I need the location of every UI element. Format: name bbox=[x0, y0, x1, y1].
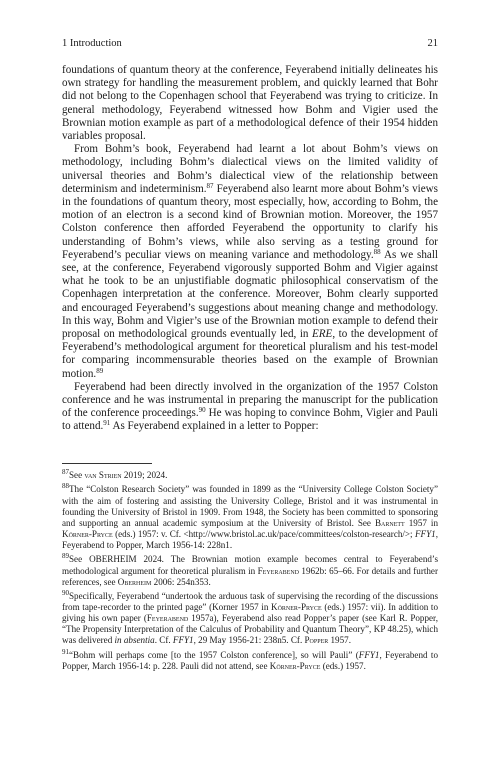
footnote-text: See bbox=[69, 470, 85, 480]
italic-phrase: in absentia bbox=[114, 635, 155, 646]
footnote-ref-90[interactable]: 90 bbox=[198, 406, 206, 415]
author-name: van Strien bbox=[84, 470, 122, 480]
footnote-text: , Feyerabend to Popper, March 1956-14: 228n1. bbox=[62, 528, 438, 550]
main-text bbox=[62, 64, 438, 434]
footnote-text: “Bohm will perhaps come [to the 1957 Colston conference], so will Pauli” ( bbox=[69, 649, 359, 660]
italic-title: FFY1 bbox=[172, 635, 194, 646]
italic-title: FFY1 bbox=[358, 649, 380, 660]
footnote-90 bbox=[62, 591, 438, 646]
footnote-text: (eds.) 1957: vii). In addition to giving his own paper ( bbox=[62, 602, 438, 624]
author-name: Körner-Pryce bbox=[269, 661, 321, 672]
author-name: Oberheim bbox=[117, 576, 152, 587]
footnote-text: (eds.) 1957. bbox=[320, 661, 366, 672]
footnote-text: 2019; 2024. bbox=[121, 470, 168, 480]
footnote-ref-89[interactable]: 89 bbox=[96, 366, 104, 375]
paragraph-3 bbox=[62, 381, 438, 434]
footnote-number: 89 bbox=[62, 552, 69, 561]
paragraph-2-text-d: , to the development of Feyerabend’s methodological argument for theoretical pluralism and his test-model for comparing incommensurable theories based on the example of Brownian motion. bbox=[62, 328, 438, 380]
footnote-number: 91 bbox=[62, 647, 69, 656]
footnote-divider bbox=[62, 463, 152, 464]
paragraph-2 bbox=[62, 143, 438, 381]
author-name: Barnett bbox=[374, 517, 405, 528]
footnote-text: 2006: 254n353. bbox=[151, 576, 211, 587]
author-name: Körner-Pryce bbox=[62, 528, 113, 539]
page-number: 21 bbox=[427, 38, 438, 49]
paragraph-3-text-c: As Feyerabend explained in a letter to Popper: bbox=[110, 420, 319, 433]
footnote-text: 1957. bbox=[328, 635, 351, 646]
footnote-text: , 29 May 1956-21: 238n5. Cf. bbox=[193, 635, 305, 646]
paragraph-3-text-b: He was hoping to convince Bohm, Vigier and Pauli to attend. bbox=[62, 407, 438, 433]
footnote-text: 1957 in bbox=[404, 517, 438, 528]
paragraph-2-text-c: As we shall see, at the conference, Feyerabend vigorously supported Bohm and Vigier against what he took to be an unjustifiable dogmatic philosophical conservatism of the Copenhagen interpretation at the conference. Moreover, Bohm clearly supported and encouraged Feyerabend’s suggestions about meaning change and methodology. In this way, Bohm and Vigier’s use of the Brownian motion example to defend their proposal on methodological grounds eventually led, in bbox=[62, 248, 438, 341]
footnote-number: 87 bbox=[62, 468, 69, 476]
paragraph-2-italic: ERE bbox=[312, 328, 333, 341]
author-name: Feyerabend bbox=[146, 613, 189, 624]
footnote-number: 88 bbox=[62, 482, 69, 491]
footnote-text: . Cf. bbox=[154, 635, 173, 646]
footnote-88 bbox=[62, 484, 438, 551]
author-name: Körner-Pryce bbox=[271, 602, 322, 613]
paragraph-3-text-a: Feyerabend had been directly involved in the organization of the 1957 Colston conference and he was instrumental in preparing the manuscript for the publication of the conference proceedings. bbox=[62, 380, 438, 420]
footnote-text: The “Colston Research Society” was founded in 1899 as the “University College Colston Society” with the aim of fostering and assisting the University College, Bristol and it was instrumental in founding the University of Bristol in 1909. From 1948, the Society has been committed to sponsoring and supporting an annual academic symposium at the University of Bristol. See bbox=[62, 484, 438, 528]
paragraph-2-text-a: From Bohm’s book, Feyerabend had learnt a lot about Bohm’s views on methodology, including Bohm’s dialectical views on the limited validity of universal theories and Bohm’s dialectical view of the relationship between determinism and indeterminism. bbox=[62, 143, 438, 195]
chapter-title: 1 Introduction bbox=[62, 38, 122, 49]
footnote-89 bbox=[62, 554, 438, 587]
footnote-87 bbox=[62, 470, 438, 481]
footnote-91 bbox=[62, 647, 438, 672]
footnote-text: Specifically, Feyerabend “undertook the arduous task of supervising the recording of the discussions from tape-recorder to the printed page” (Korner 1957 in bbox=[62, 591, 438, 613]
footnote-text: (eds.) 1957: v. Cf. <http://www.bristol.ac.uk/pace/committees/colston-research/>; bbox=[112, 528, 415, 539]
footnote-ref-87[interactable]: 87 bbox=[206, 181, 214, 190]
footnote-text: See OBERHEIM 2024. The Brownian motion example becomes central to Feyerabend’s methodological argument for theoretical pluralism in bbox=[62, 554, 438, 576]
author-name: Feyerabend bbox=[257, 565, 300, 576]
footnote-text: , Feyerabend to Popper, March 1956-14: p. 228. Pauli did not attend, see bbox=[62, 649, 438, 672]
footnote-ref-88[interactable]: 88 bbox=[373, 247, 381, 256]
footnote-text: 1962b: 65–66. For details and further references, see bbox=[62, 565, 438, 587]
footnote-number: 90 bbox=[62, 589, 69, 598]
author-name: Popper bbox=[304, 635, 329, 646]
paragraph-1 bbox=[62, 64, 438, 143]
footnote-ref-91[interactable]: 91 bbox=[103, 419, 111, 428]
paragraph-1-text: foundations of quantum theory at the conference, Feyerabend initially delineates his own strategy for handling the measurement problem, and quickly learned that Bohr did not belong to the Copenhagen school that Feyerabend was trying to criticize. In general methodology, Feyerabend witnessed how Bohm and Vigier used the Brownian motion example as part of a methodological defence of their 1954 hidden variables proposal. bbox=[62, 64, 438, 143]
footnote-text: 1957a), Feyerabend also read Popper’s paper (see Karl R. Popper, “The Propensity Interpretation of the Calculus of Probability and Quantum Theory”, KP 48.25), which was delivered bbox=[62, 613, 438, 646]
footnotes bbox=[62, 470, 438, 676]
italic-title: FFY1 bbox=[415, 528, 436, 539]
paragraph-2-text-b: Feyerabend also learnt more about Bohm’s views in the foundations of quantum theory, most especially, how, according to Bohm, the motion of an electron is a second kind of Brownian motion. Moreover, the 1957 Colston conference then afforded Feyerabend the opportunity to clarify his understanding of Bohm’s views, while also serving as a testing ground for Feyerabend’s peculiar views on meaning variance and methodology. bbox=[62, 182, 438, 261]
